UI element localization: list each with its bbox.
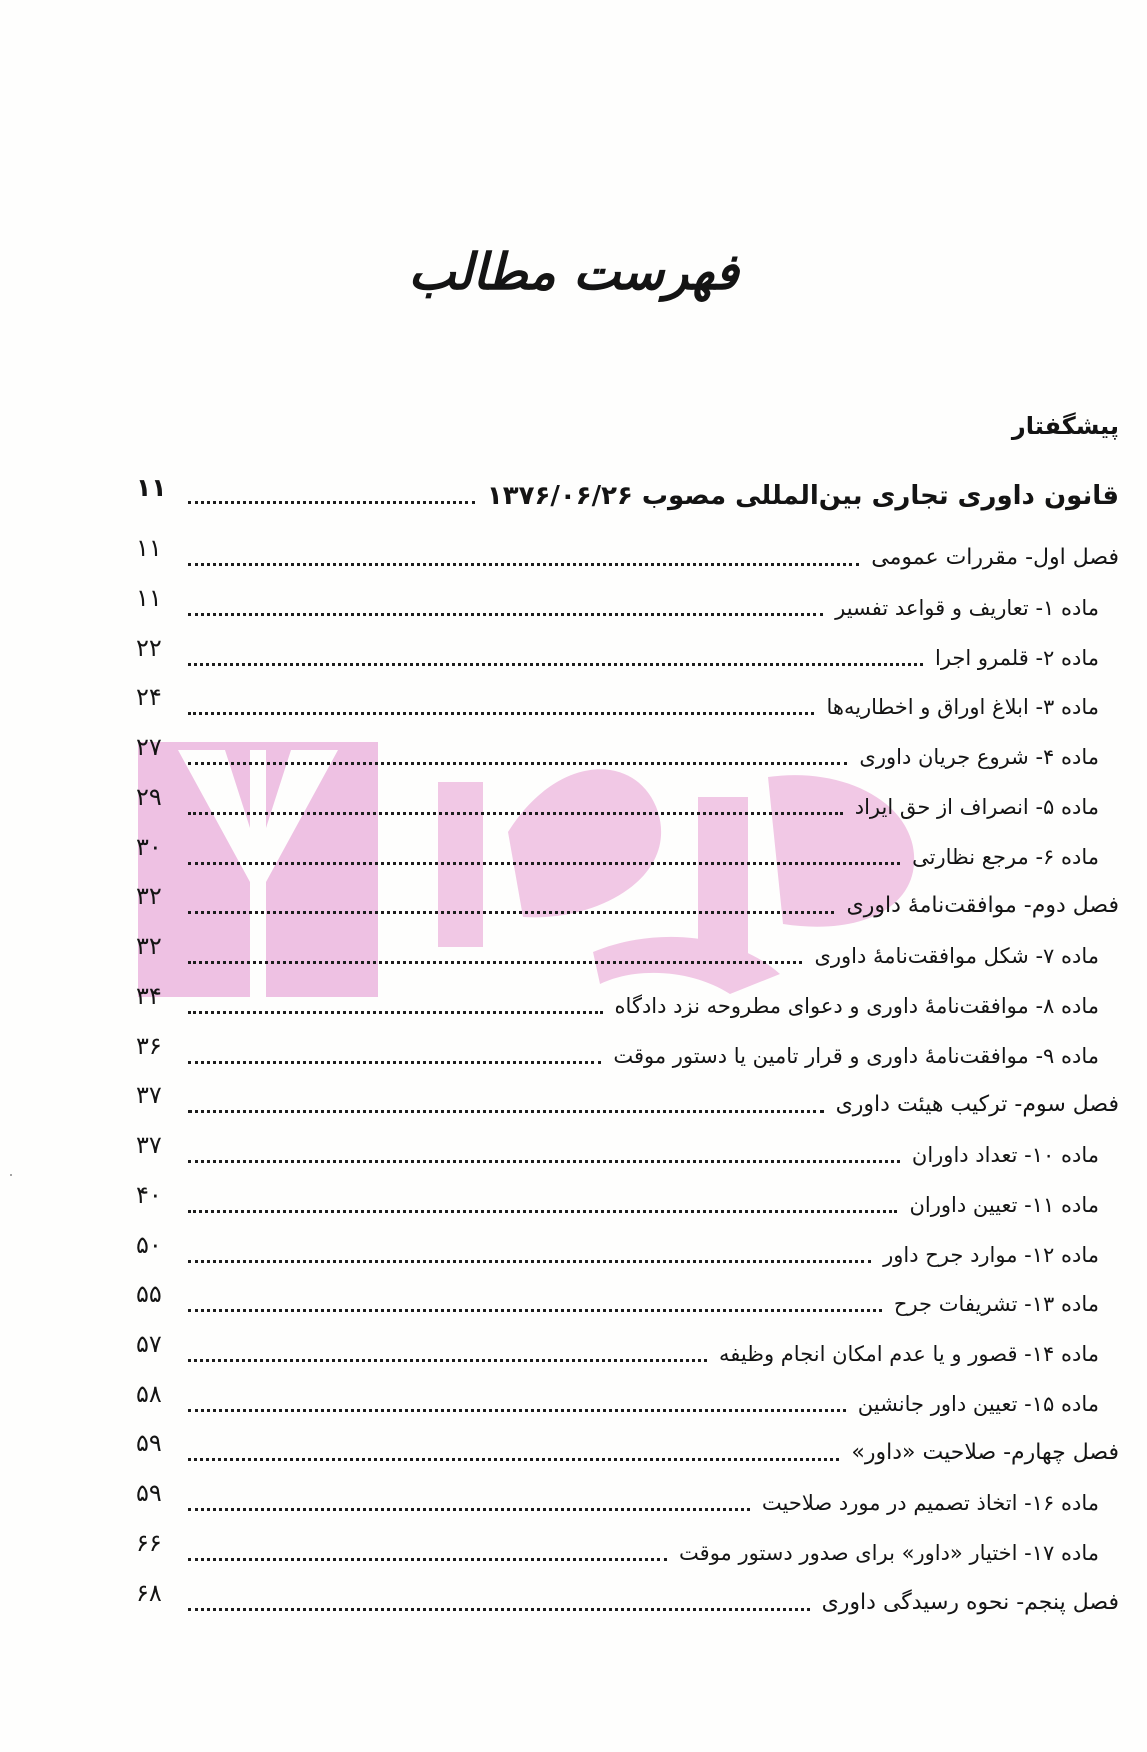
dot-leader bbox=[188, 1010, 603, 1014]
toc-entry-title: قانون داوری تجاری بین‌المللی مصوب ۱۳۷۶/۰۶/۲۶ bbox=[486, 481, 1119, 511]
toc-page-number: ۲۹ bbox=[136, 783, 162, 811]
dot-leader bbox=[188, 1259, 871, 1263]
toc-page-number: ۴۰ bbox=[136, 1181, 162, 1209]
toc-row-chapter bbox=[136, 1077, 1119, 1119]
toc-row-article bbox=[136, 630, 1119, 672]
toc-page-number: ۳۶ bbox=[136, 1032, 162, 1060]
toc-entry-title: ماده ۱۱- تعیین داوران bbox=[909, 1193, 1099, 1217]
toc-row-article bbox=[136, 1525, 1119, 1567]
toc-page-number: ۲۴ bbox=[136, 683, 162, 711]
toc-entry-title: فصل اول- مقررات عمومی bbox=[871, 545, 1119, 570]
toc-page-number: ۱۱ bbox=[136, 584, 162, 612]
toc-page-number: ۳۷ bbox=[136, 1081, 162, 1109]
toc-row-chapter bbox=[136, 1425, 1119, 1467]
dot-leader bbox=[188, 612, 823, 616]
dot-leader bbox=[188, 861, 900, 865]
toc-row-chapter bbox=[136, 878, 1119, 920]
toc-entry-title: ماده ۱۰- تعداد داوران bbox=[911, 1143, 1099, 1167]
dot-leader bbox=[188, 761, 847, 765]
toc-entry-title: ماده ۴- شروع جریان داوری bbox=[859, 745, 1099, 769]
toc-page-number: ۵۹ bbox=[136, 1429, 162, 1457]
dot-leader bbox=[188, 1507, 750, 1511]
toc-row-article bbox=[136, 779, 1119, 821]
dot-leader bbox=[188, 1159, 900, 1163]
toc-entry-title: ماده ۹- موافقت‌نامهٔ داوری و قرار تامین یا دستور موقت bbox=[613, 1044, 1099, 1068]
toc-page-number: ۵۷ bbox=[136, 1330, 162, 1358]
toc-row-article bbox=[136, 729, 1119, 771]
toc-entry-title: ماده ۲- قلمرو اجرا bbox=[935, 646, 1099, 670]
toc-row-article bbox=[136, 679, 1119, 721]
preface-heading: پیشگفتار bbox=[1011, 412, 1119, 440]
dot-leader bbox=[188, 711, 814, 715]
toc-page-number: ۲۷ bbox=[136, 733, 162, 761]
toc-page-number: ۳۷ bbox=[136, 1131, 162, 1159]
toc-entry-title: ماده ۱۶- اتخاذ تصمیم در مورد صلاحیت bbox=[761, 1491, 1099, 1515]
toc-entry-title: ماده ۱۵- تعیین داور جانشین bbox=[857, 1392, 1099, 1416]
toc-page-number: ۲۲ bbox=[136, 634, 162, 662]
toc-entry-title: ماده ۵- انصراف از حق ایراد bbox=[854, 795, 1099, 819]
dot-leader bbox=[188, 1109, 824, 1113]
toc-page-number: ۵۰ bbox=[136, 1231, 162, 1259]
dot-leader bbox=[188, 910, 834, 914]
toc-row-article bbox=[136, 1227, 1119, 1269]
toc-row-chapter bbox=[136, 1575, 1119, 1617]
dot-leader bbox=[188, 500, 475, 504]
toc-entry-title: ماده ۷- شکل موافقت‌نامهٔ داوری bbox=[814, 944, 1099, 968]
dot-leader bbox=[188, 1607, 810, 1611]
toc-page-number: ۵۸ bbox=[136, 1380, 162, 1408]
toc-entry-title: ماده ۶- مرجع نظارتی bbox=[912, 845, 1099, 869]
toc-row-law bbox=[136, 468, 1119, 510]
toc-entry-title: ماده ۳- ابلاغ اوراق و اخطاریه‌ها bbox=[826, 695, 1099, 719]
toc-row-article bbox=[136, 1276, 1119, 1318]
toc-row-article bbox=[136, 1326, 1119, 1368]
toc-entry-title: ماده ۸- موافقت‌نامهٔ داوری و دعوای مطروحه نزد دادگاه bbox=[614, 994, 1099, 1018]
dot-leader bbox=[188, 662, 923, 666]
dot-leader bbox=[188, 1408, 846, 1412]
toc-row-article bbox=[136, 1028, 1119, 1070]
toc-page-number: ۶۸ bbox=[136, 1579, 162, 1607]
page-title: فهرست مطالب bbox=[408, 242, 739, 301]
dot-leader bbox=[188, 811, 843, 815]
toc-entry-title: فصل چهارم- صلاحیت «داور» bbox=[851, 1440, 1119, 1465]
toc-entry-title: ماده ۱۴- قصور و یا عدم امکان انجام وظیفه bbox=[719, 1342, 1099, 1366]
toc-row-article bbox=[136, 928, 1119, 970]
dot-leader bbox=[188, 1358, 707, 1362]
toc-entry-title: فصل پنجم- نحوه رسیدگی داوری bbox=[821, 1590, 1119, 1615]
dot-leader bbox=[188, 960, 802, 964]
toc-entry-title: ماده ۱۲- موارد جرح داور bbox=[883, 1243, 1099, 1267]
toc-row-article bbox=[136, 580, 1119, 622]
toc-row-article bbox=[136, 1376, 1119, 1418]
toc-entry-title: فصل سوم- ترکیب هیئت داوری bbox=[835, 1092, 1119, 1117]
dot-leader bbox=[188, 562, 859, 566]
toc-entry-title: فصل دوم- موافقت‌نامهٔ داوری bbox=[846, 893, 1119, 918]
toc-entry-title: ماده ۱- تعاریف و قواعد تفسیر bbox=[835, 596, 1099, 620]
dot-leader bbox=[188, 1060, 601, 1064]
toc-page-number: ۳۰ bbox=[136, 833, 162, 861]
dot-leader bbox=[188, 1557, 667, 1561]
toc-page-number: ۶۶ bbox=[136, 1529, 162, 1557]
toc-row-article bbox=[136, 1127, 1119, 1169]
toc-page-number: ۱۱ bbox=[136, 534, 162, 562]
toc-row-chapter bbox=[136, 530, 1119, 572]
dot-leader bbox=[188, 1308, 882, 1312]
toc-entry-title: ماده ۱۳- تشریفات جرح bbox=[893, 1292, 1099, 1316]
toc-page-number: ۳۲ bbox=[136, 882, 162, 910]
toc-page-number: ۵۹ bbox=[136, 1479, 162, 1507]
toc-row-article bbox=[136, 1177, 1119, 1219]
dot-leader bbox=[188, 1209, 897, 1213]
margin-dot bbox=[10, 1174, 12, 1176]
toc-page-number: ۱۱ bbox=[136, 473, 167, 502]
toc-row-article bbox=[136, 978, 1119, 1020]
toc-row-article bbox=[136, 829, 1119, 871]
dot-leader bbox=[188, 1457, 839, 1461]
toc-entry-title: ماده ۱۷- اختیار «داور» برای صدور دستور موقت bbox=[679, 1541, 1099, 1565]
toc-page-number: ۳۴ bbox=[136, 982, 162, 1010]
toc-page-number: ۳۲ bbox=[136, 932, 162, 960]
toc-row-article bbox=[136, 1475, 1119, 1517]
toc-page-number: ۵۵ bbox=[136, 1280, 162, 1308]
